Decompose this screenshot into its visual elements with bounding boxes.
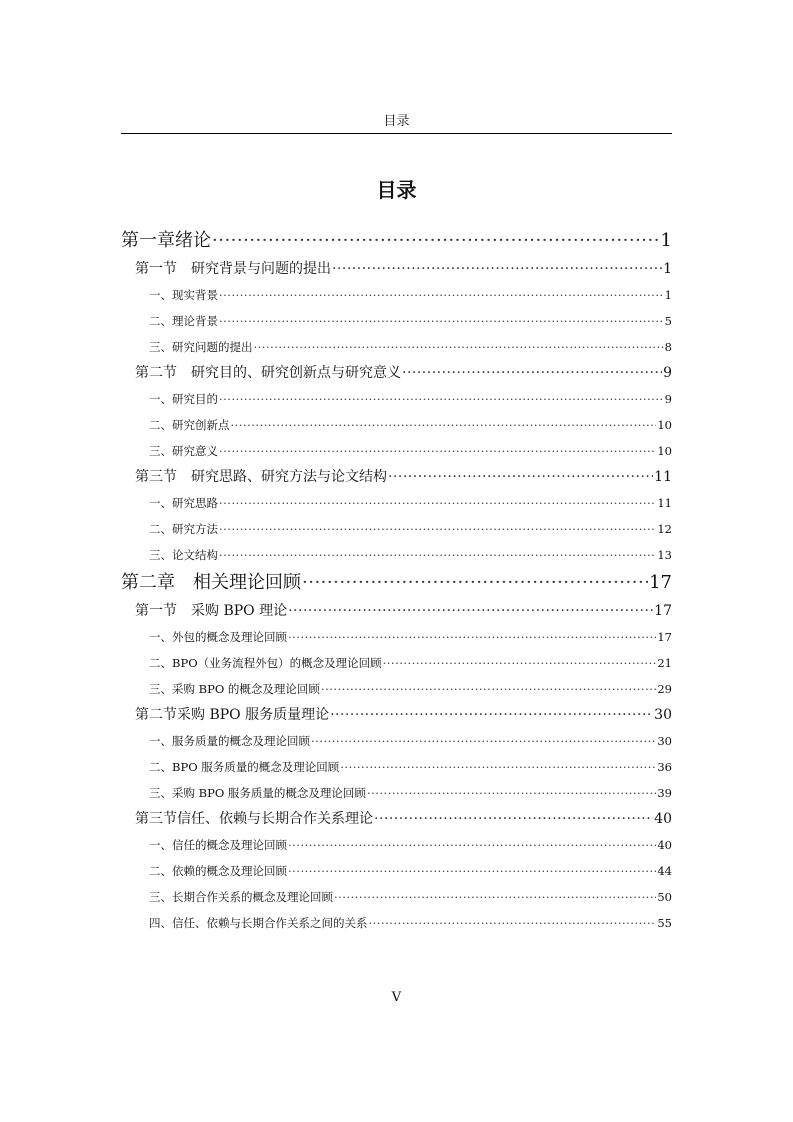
toc-entry-title: 第一章绪论 (121, 230, 211, 251)
toc-leader-dots (340, 754, 656, 780)
toc-entry-title: 第二节采购 BPO 服务质量理论 (135, 707, 330, 723)
toc-entry[interactable] (121, 806, 672, 832)
toc-entry-title: 第三节 研究思路、研究方法与论文结构 (135, 469, 387, 485)
toc-entry-title: 第二章 相关理论回顾 (121, 572, 301, 593)
toc-entry[interactable] (121, 650, 672, 676)
toc-entry-page: 12 (657, 522, 672, 536)
toc-leader-dots (212, 226, 660, 256)
toc-entry-title: 三、采购 BPO 服务质量的概念及理论回顾 (149, 786, 366, 800)
running-header: 目录 (383, 114, 410, 129)
toc-entry-title: 三、研究问题的提出 (149, 340, 253, 354)
toc-entry-page: 40 (657, 838, 672, 852)
toc-entry[interactable] (121, 858, 672, 884)
toc-leader-dots (311, 728, 656, 754)
toc-entry[interactable] (121, 490, 672, 516)
toc-entry-page: 1 (663, 261, 672, 277)
toc-entry-title: 一、服务质量的概念及理论回顾 (149, 734, 310, 748)
toc-entry-title: 二、理论背景 (149, 314, 218, 328)
toc-entry-title: 二、依赖的概念及理论回顾 (149, 864, 287, 878)
toc-entry-page: 17 (654, 603, 672, 619)
toc-entry-title: 第一节 研究背景与问题的提出 (135, 261, 331, 277)
toc-entry-title: 第一节 采购 BPO 理论 (135, 603, 288, 619)
toc-entry[interactable] (121, 676, 672, 702)
toc-entry-title: 三、长期合作关系的概念及理论回顾 (149, 890, 333, 904)
toc-entry-title: 一、研究思路 (149, 496, 218, 510)
toc-entry-page: 9 (664, 392, 672, 406)
toc-entry-page: 10 (657, 418, 672, 432)
toc-entry[interactable] (121, 386, 672, 412)
toc-entry[interactable] (121, 308, 672, 334)
toc-leader-dots (219, 542, 656, 568)
toc-entry-page: 40 (654, 811, 672, 827)
toc-entry-page: 21 (657, 656, 672, 670)
toc-entry[interactable] (121, 256, 672, 282)
toc-leader-dots (219, 386, 664, 412)
toc-entry-page: 1 (660, 230, 672, 251)
toc-leader-dots (332, 256, 662, 282)
toc-entry-page: 50 (657, 890, 672, 904)
toc-leader-dots (383, 650, 657, 676)
toc-entry-title: 二、研究创新点 (149, 418, 230, 432)
toc-leader-dots (288, 598, 653, 624)
toc-entry-page: 13 (657, 548, 672, 562)
toc-leader-dots (219, 282, 664, 308)
toc-entry-page: 1 (664, 288, 672, 302)
toc-leader-dots (330, 702, 653, 728)
toc-entry[interactable] (121, 542, 672, 568)
toc-leader-dots (388, 464, 653, 490)
toc-entry-page: 10 (657, 444, 672, 458)
toc-entry-page: 11 (657, 496, 672, 510)
toc-entry-page: 17 (649, 572, 672, 593)
toc-entry-title: 一、现实背景 (149, 288, 218, 302)
toc-leader-dots (254, 334, 664, 360)
toc-entry-title: 四、信任、依赖与长期合作关系之间的关系 (149, 916, 368, 930)
toc-title: 目录 (376, 178, 417, 202)
toc-entry[interactable] (121, 438, 672, 464)
toc-entry[interactable] (121, 598, 672, 624)
toc-entry-page: 8 (664, 340, 672, 354)
toc-entry-title: 一、外包的概念及理论回顾 (149, 630, 287, 644)
toc-leader-dots (334, 884, 656, 910)
toc-leader-dots (369, 910, 657, 936)
toc-leader-dots (219, 438, 656, 464)
toc-entry-page: 9 (663, 365, 672, 381)
toc-entry-title: 一、研究目的 (149, 392, 218, 406)
toc-leader-dots (219, 490, 656, 516)
table-of-contents (121, 226, 672, 936)
header-rule (121, 133, 672, 134)
toc-entry[interactable] (121, 728, 672, 754)
toc-entry-page: 11 (654, 469, 672, 485)
toc-entry-title: 二、BPO（业务流程外包）的概念及理论回顾 (149, 656, 382, 670)
toc-entry-title: 二、研究方法 (149, 522, 218, 536)
toc-entry[interactable] (121, 516, 672, 542)
toc-entry[interactable] (121, 360, 672, 386)
toc-entry-title: 三、论文结构 (149, 548, 218, 562)
toc-entry[interactable] (121, 568, 672, 598)
toc-entry[interactable] (121, 412, 672, 438)
toc-entry-title: 二、BPO 服务质量的概念及理论回顾 (149, 760, 340, 774)
toc-entry-page: 55 (657, 916, 672, 930)
toc-leader-dots (402, 360, 662, 386)
toc-entry-page: 17 (657, 630, 672, 644)
toc-leader-dots (302, 568, 648, 598)
toc-entry[interactable] (121, 910, 672, 936)
toc-entry[interactable] (121, 226, 672, 256)
toc-leader-dots (288, 858, 656, 884)
toc-entry[interactable] (121, 780, 672, 806)
toc-entry[interactable] (121, 702, 672, 728)
toc-entry[interactable] (121, 832, 672, 858)
toc-entry-page: 30 (657, 734, 672, 748)
toc-entry[interactable] (121, 282, 672, 308)
toc-entry-page: 36 (657, 760, 672, 774)
toc-leader-dots (231, 412, 657, 438)
toc-leader-dots (219, 516, 656, 542)
toc-leader-dots (288, 624, 656, 650)
toc-leader-dots (374, 806, 653, 832)
toc-leader-dots (367, 780, 656, 806)
toc-entry[interactable] (121, 884, 672, 910)
toc-entry[interactable] (121, 624, 672, 650)
toc-entry-title: 一、信任的概念及理论回顾 (149, 838, 287, 852)
toc-entry[interactable] (121, 754, 672, 780)
toc-entry-title: 三、采购 BPO 的概念及理论回顾 (149, 682, 320, 696)
toc-entry-title: 第三节信任、依赖与长期合作关系理论 (135, 811, 373, 827)
toc-entry-page: 29 (657, 682, 672, 696)
toc-entry-page: 30 (654, 707, 672, 723)
toc-entry-title: 三、研究意义 (149, 444, 218, 458)
toc-entry[interactable] (121, 334, 672, 360)
toc-leader-dots (321, 676, 656, 702)
page-number: V (391, 990, 402, 1005)
toc-entry-page: 39 (657, 786, 672, 800)
toc-leader-dots (288, 832, 656, 858)
toc-entry-page: 44 (657, 864, 672, 878)
toc-entry[interactable] (121, 464, 672, 490)
toc-entry-title: 第二节 研究目的、研究创新点与研究意义 (135, 365, 401, 381)
toc-leader-dots (219, 308, 664, 334)
toc-entry-page: 5 (664, 314, 672, 328)
